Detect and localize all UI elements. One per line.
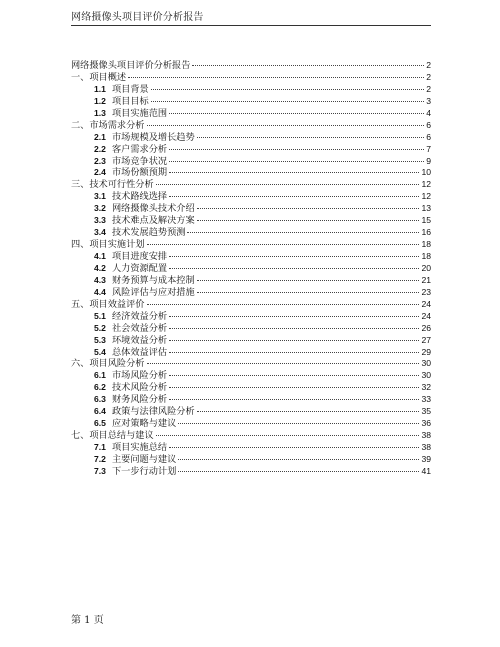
toc-section-entry[interactable] (71, 60, 431, 72)
toc-page-number: 21 (421, 274, 431, 285)
toc-page-number: 13 (421, 203, 431, 214)
toc-subsection-entry[interactable] (71, 144, 431, 156)
toc-page-number: 2 (426, 83, 431, 94)
toc-section-entry[interactable] (71, 120, 431, 132)
toc-page-number: 30 (421, 358, 431, 369)
toc-entry-title: 项目实施总结 (111, 442, 168, 453)
toc-dot-leader (197, 220, 420, 221)
toc-entry-number: 6.1 (94, 370, 106, 381)
header-divider (71, 25, 431, 26)
toc-subsection-entry[interactable] (71, 156, 431, 168)
toc-subsection-entry[interactable] (71, 442, 431, 454)
toc-entry-number: 3.2 (94, 203, 106, 214)
toc-entry-title: 经济效益分析 (111, 310, 168, 322)
toc-entry-title: 七、项目总结与建议 (71, 430, 154, 442)
toc-entry-title: 二、市场需求分析 (71, 119, 145, 131)
toc-section-entry[interactable] (71, 72, 431, 84)
toc-section-entry[interactable] (71, 358, 431, 370)
toc-page-number: 24 (421, 298, 431, 309)
toc-page-number: 2 (426, 60, 431, 70)
toc-dot-leader (169, 375, 419, 376)
toc-subsection-entry[interactable] (71, 251, 431, 263)
toc-entry-number: 2.1 (94, 131, 106, 142)
toc-page-number: 10 (421, 167, 431, 178)
toc-section-entry[interactable] (71, 179, 431, 191)
toc-entry-title: 一、项目概述 (71, 71, 127, 83)
toc-entry-title: 五、项目效益评价 (71, 298, 145, 310)
toc-subsection-entry[interactable] (71, 466, 431, 478)
toc-dot-leader (169, 352, 419, 353)
toc-page-number: 12 (421, 179, 431, 190)
toc-dot-leader (169, 447, 419, 448)
toc-dot-leader (147, 363, 420, 364)
toc-entry-number: 3.4 (94, 227, 106, 238)
toc-subsection-entry[interactable] (71, 191, 431, 203)
toc-dot-leader (147, 125, 425, 126)
toc-entry-number: 6.3 (94, 394, 106, 405)
toc-subsection-entry[interactable] (71, 454, 431, 466)
toc-subsection-entry[interactable] (71, 227, 431, 239)
toc-entry-title: 市场竞争状况 (111, 155, 168, 167)
toc-page-number: 9 (426, 155, 431, 166)
toc-entry-number: 1.3 (94, 107, 106, 118)
toc-subsection-entry[interactable] (71, 406, 431, 418)
toc-dot-leader (128, 77, 424, 78)
toc-entry-number: 6.5 (94, 418, 106, 429)
toc-entry-title: 风险评估与应对措施 (111, 286, 195, 298)
toc-subsection-entry[interactable] (71, 347, 431, 359)
toc-entry-number: 4.3 (94, 274, 106, 285)
toc-entry-number: 2.3 (94, 155, 106, 166)
toc-dot-leader (197, 411, 420, 412)
toc-page-number: 7 (426, 143, 431, 154)
toc-page-number: 35 (421, 406, 431, 417)
toc-page-number: 33 (421, 394, 431, 405)
toc-entry-number: 2.2 (94, 143, 106, 154)
toc-entry-number: 7.1 (94, 442, 106, 452)
toc-page-number: 4 (426, 107, 431, 118)
page-number-footer: 第 1 页 (71, 615, 104, 626)
toc-entry-title: 下一步行动计划 (111, 465, 177, 477)
toc-subsection-entry[interactable] (71, 132, 431, 144)
toc-entry-title: 主要问题与建议 (111, 453, 177, 465)
toc-page-number: 39 (421, 453, 431, 464)
toc-entry-title: 技术路线选择 (111, 191, 168, 203)
toc-entry-title: 客户需求分析 (111, 143, 168, 155)
toc-subsection-entry[interactable] (71, 263, 431, 275)
toc-dot-leader (151, 89, 425, 90)
toc-entry-number: 5.3 (94, 334, 106, 345)
toc-page-number: 15 (421, 215, 431, 226)
toc-dot-leader (197, 280, 420, 281)
toc-entry-title: 总体效益评估 (111, 346, 168, 358)
toc-page-number: 38 (421, 430, 431, 441)
toc-entry-title: 财务风险分析 (111, 394, 168, 406)
toc-page-number: 26 (421, 322, 431, 333)
toc-dot-leader (169, 268, 419, 269)
toc-dot-leader (169, 161, 424, 162)
toc-page-number: 38 (421, 442, 431, 452)
toc-subsection-entry[interactable] (71, 108, 431, 120)
toc-subsection-entry[interactable] (71, 394, 431, 406)
toc-dot-leader (192, 65, 424, 66)
toc-dot-leader (169, 340, 419, 341)
toc-entry-number: 7.2 (94, 453, 106, 464)
toc-subsection-entry[interactable] (71, 215, 431, 227)
toc-entry-number: 5.1 (94, 310, 106, 321)
toc-entry-number: 5.2 (94, 322, 106, 333)
toc-page-number: 16 (421, 227, 431, 238)
toc-entry-title: 应对策略与建议 (111, 418, 177, 430)
toc-section-entry[interactable] (71, 239, 431, 251)
toc-dot-leader (197, 137, 425, 138)
toc-entry-title: 技术难点及解决方案 (111, 215, 195, 227)
toc-page-number: 36 (421, 418, 431, 429)
toc-entry-number: 1.1 (94, 83, 106, 94)
toc-subsection-entry[interactable] (71, 335, 431, 347)
toc-page-number: 18 (421, 251, 431, 261)
toc-subsection-entry[interactable] (71, 96, 431, 108)
toc-dot-leader (169, 256, 419, 257)
toc-dot-leader (197, 208, 420, 209)
toc-dot-leader (147, 304, 420, 305)
toc-entry-title: 市场份额预期 (111, 167, 168, 179)
toc-entry-title: 技术风险分析 (111, 382, 168, 394)
toc-page-number: 6 (426, 131, 431, 142)
toc-entry-number: 7.3 (94, 465, 106, 476)
toc-entry-title: 环境效益分析 (111, 334, 168, 346)
toc-entry-title: 六、项目风险分析 (71, 358, 145, 370)
toc-dot-leader (178, 423, 419, 424)
toc-dot-leader (147, 244, 420, 245)
toc-entry-number: 6.2 (94, 382, 106, 393)
toc-page-number: 30 (421, 370, 431, 381)
toc-dot-leader (151, 101, 425, 102)
toc-page-number: 18 (421, 239, 431, 250)
toc-entry-title: 财务预算与成本控制 (111, 274, 195, 286)
toc-dot-leader (169, 387, 419, 388)
toc-dot-leader (197, 292, 420, 293)
toc-section-entry[interactable] (71, 299, 431, 311)
table-of-contents (71, 60, 431, 478)
toc-entry-title: 四、项目实施计划 (71, 239, 145, 251)
toc-entry-number: 4.1 (94, 251, 106, 261)
toc-page-number: 12 (421, 191, 431, 202)
toc-entry-number: 6.4 (94, 406, 106, 417)
toc-dot-leader (169, 399, 419, 400)
toc-dot-leader (169, 149, 424, 150)
toc-page-number: 3 (426, 95, 431, 106)
toc-page-number: 2 (426, 71, 431, 82)
toc-subsection-entry[interactable] (71, 167, 431, 179)
toc-entry-title: 社会效益分析 (111, 322, 168, 334)
toc-entry-title: 技术发展趋势预测 (111, 227, 186, 239)
toc-page-number: 6 (426, 119, 431, 130)
toc-subsection-entry[interactable] (71, 287, 431, 299)
toc-entry-title: 项目进度安排 (111, 251, 168, 262)
toc-subsection-entry[interactable] (71, 203, 431, 215)
toc-entry-title: 网络摄像头技术介绍 (111, 203, 195, 215)
toc-subsection-entry[interactable] (71, 418, 431, 430)
toc-entry-number: 2.4 (94, 167, 106, 178)
toc-subsection-entry[interactable] (71, 382, 431, 394)
toc-entry-title: 项目实施范围 (111, 107, 168, 119)
toc-entry-number: 5.4 (94, 346, 106, 357)
toc-entry-title: 项目目标 (111, 95, 149, 107)
toc-entry-number: 4.4 (94, 286, 106, 297)
toc-dot-leader (169, 196, 419, 197)
running-header: 网络摄像头项目评价分析报告 (71, 12, 204, 23)
toc-entry-title: 网络摄像头项目评价分析报告 (71, 60, 191, 71)
toc-page-number: 23 (421, 286, 431, 297)
toc-page-number: 24 (421, 310, 431, 321)
toc-dot-leader (169, 172, 419, 173)
toc-page-number: 41 (421, 465, 431, 476)
toc-page-number: 29 (421, 346, 431, 357)
toc-entry-number: 4.2 (94, 262, 106, 273)
toc-entry-number: 3.3 (94, 215, 106, 226)
toc-entry-title: 项目背景 (111, 83, 149, 95)
toc-dot-leader (178, 459, 419, 460)
toc-subsection-entry[interactable] (71, 370, 431, 382)
toc-page-number: 20 (421, 262, 431, 273)
toc-subsection-entry[interactable] (71, 323, 431, 335)
toc-subsection-entry[interactable] (71, 275, 431, 287)
toc-entry-title: 三、技术可行性分析 (71, 179, 154, 191)
toc-subsection-entry[interactable] (71, 84, 431, 96)
toc-dot-leader (169, 113, 424, 114)
toc-dot-leader (169, 328, 419, 329)
toc-entry-title: 政策与法律风险分析 (111, 406, 195, 418)
toc-entry-number: 1.2 (94, 95, 106, 106)
toc-dot-leader (187, 232, 419, 233)
toc-entry-number: 3.1 (94, 191, 106, 202)
toc-page-number: 27 (421, 334, 431, 345)
toc-entry-title: 人力资源配置 (111, 262, 168, 274)
toc-subsection-entry[interactable] (71, 311, 431, 323)
toc-dot-leader (169, 316, 419, 317)
toc-section-entry[interactable] (71, 430, 431, 442)
toc-dot-leader (178, 471, 419, 472)
toc-entry-title: 市场规模及增长趋势 (111, 131, 195, 143)
toc-dot-leader (156, 435, 420, 436)
toc-dot-leader (156, 184, 420, 185)
toc-entry-title: 市场风险分析 (111, 370, 168, 382)
toc-page-number: 32 (421, 382, 431, 393)
